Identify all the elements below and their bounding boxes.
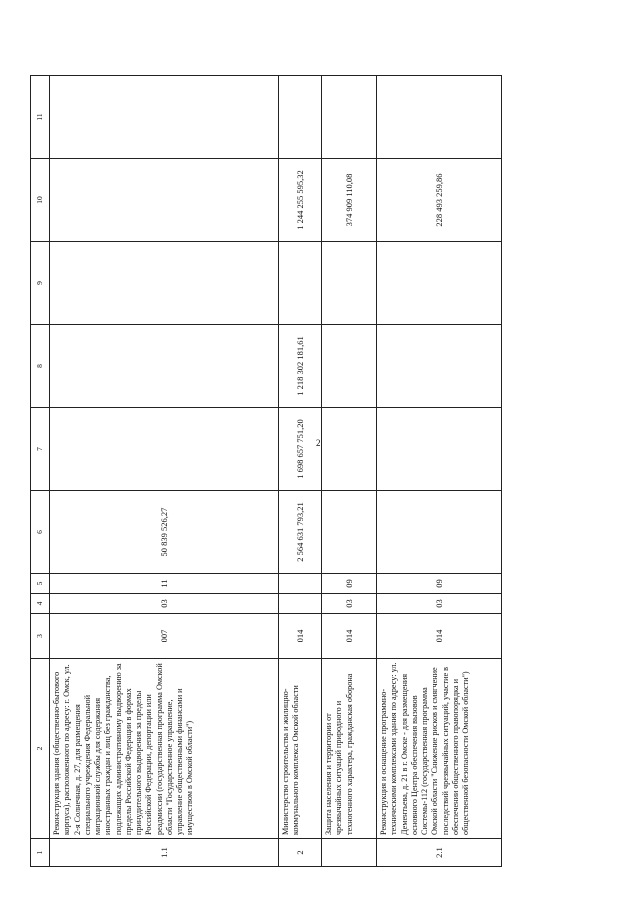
cell-col7: 1 698 657 751,20 <box>279 408 322 491</box>
cell-col7 <box>322 408 377 491</box>
cell-name: Министерство строительства и жилищно-коммунального комплекса Омской области <box>279 659 322 839</box>
cell-col7 <box>50 408 279 491</box>
table-row <box>322 0 377 867</box>
col-header-1: 1 <box>31 839 50 867</box>
cell-col10 <box>50 159 279 242</box>
cell-section: 03 <box>50 594 279 614</box>
cell-subsection: 09 <box>322 574 377 594</box>
cell-col8: 1 218 302 181,61 <box>279 325 322 408</box>
cell-col11 <box>50 76 279 159</box>
cell-col9 <box>279 242 322 325</box>
cell-code: 014 <box>279 614 322 659</box>
cell-number <box>322 839 377 867</box>
col-header-3: 3 <box>31 614 50 659</box>
cell-col9 <box>50 242 279 325</box>
cell-col10: 228 493 259,86 <box>377 159 502 242</box>
cell-section: 03 <box>377 594 502 614</box>
cell-section <box>279 594 322 614</box>
header-row <box>31 0 50 867</box>
col-header-2: 2 <box>31 659 50 839</box>
cell-subsection: 09 <box>377 574 502 594</box>
cell-col7 <box>377 408 502 491</box>
table-row <box>50 0 279 867</box>
cell-name: Реконструкция здания (общественно-бытового корпуса), расположенного по адресу: г. Омск, ул. 2-я Солнечная, д. 27, для размещения специального учреждения Федеральной миграционной службы для содержания иностранных граждан и лиц без гражданства, подлежащих административному выдворению за пределы Российской Федерации в формах принудительного выдворения за пределы Российской Федерации, депортации или реадмиссии (государственная программа Омской области "Государственное управление, управление общественными финансами и имуществом в Омской области") <box>50 659 279 839</box>
cell-number: 2.1 <box>377 839 502 867</box>
cell-col11 <box>322 76 377 159</box>
cell-col9 <box>322 242 377 325</box>
table-row <box>377 0 502 867</box>
cell-col6: 2 564 631 793,21 <box>279 491 322 574</box>
cell-col10: 1 244 255 595,32 <box>279 159 322 242</box>
table-row <box>279 0 322 867</box>
cell-number: 2 <box>279 839 322 867</box>
cell-col10: 374 909 110,08 <box>322 159 377 242</box>
col-header-4: 4 <box>31 594 50 614</box>
cell-subsection: 11 <box>50 574 279 594</box>
budget-table <box>30 0 502 867</box>
cell-name: Реконструкция и оснащение программно-техническими комплексами здания по адресу: ул. Дементьева, д. 21 в г. Омске - для размещения основного Центра обеспечения вызовов Системы-112 (государственная программа Омской области "Снижение рисков и смягчение последствий чрезвычайных ситуаций, участие в обеспечении общественного правопорядка и общественной безопасности Омской области") <box>377 659 502 839</box>
cell-col11 <box>377 76 502 159</box>
cell-col8 <box>377 325 502 408</box>
cell-col6 <box>377 491 502 574</box>
col-header-6: 6 <box>31 491 50 574</box>
cell-code: 014 <box>377 614 502 659</box>
cell-name: Защита населения и территории от чрезвычайных ситуаций природного и техногенного характера, гражданская оборона <box>322 659 377 839</box>
cell-col11 <box>279 76 322 159</box>
page-number: 2 <box>316 438 321 448</box>
cell-col9 <box>377 242 502 325</box>
col-header-7: 7 <box>31 408 50 491</box>
cell-section: 03 <box>322 594 377 614</box>
cell-col8 <box>322 325 377 408</box>
cell-col6: 50 839 526,27 <box>50 491 279 574</box>
cell-code: 007 <box>50 614 279 659</box>
cell-subsection <box>279 574 322 594</box>
cell-code: 014 <box>322 614 377 659</box>
cell-col6 <box>322 491 377 574</box>
cell-number: 1.1 <box>50 839 279 867</box>
col-header-8: 8 <box>31 325 50 408</box>
col-header-10: 10 <box>31 159 50 242</box>
col-header-5: 5 <box>31 574 50 594</box>
col-header-11: 11 <box>31 76 50 159</box>
col-header-9: 9 <box>31 242 50 325</box>
cell-col8 <box>50 325 279 408</box>
budget-table-rotated <box>30 17 480 867</box>
